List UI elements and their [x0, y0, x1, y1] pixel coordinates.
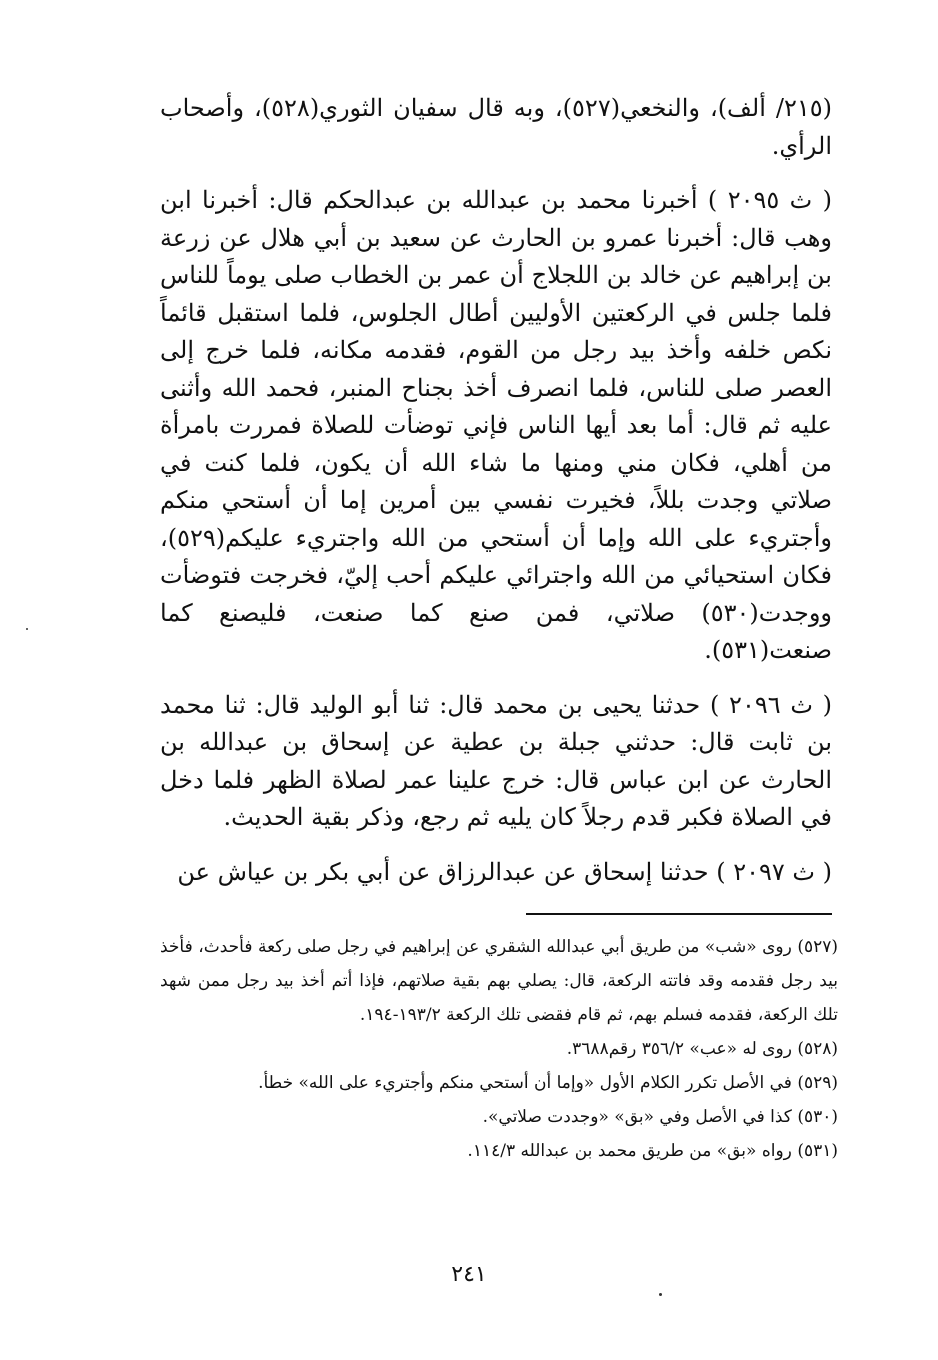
paragraph-intro: (٢١٥/ ألف)، والنخعي(٥٢٧)، وبه قال سفيان الثوري(٥٢٨)، وأصحاب الرأي.: [160, 94, 832, 160]
scan-speck: [659, 1293, 662, 1296]
page-number: ٢٤١: [451, 1262, 487, 1287]
footnote-531: [160, 1134, 838, 1168]
footnote-529: [160, 1066, 838, 1100]
footnote-number: (٥٢٩): [797, 1073, 838, 1093]
footnote-number: (٥٢٨): [797, 1039, 838, 1059]
footnote-528: [160, 1032, 838, 1066]
footnote-text: روى «شب» من طريق أبي عبدالله الشقري عن إبراهيم في رجل صلى ركعة فأحدث، فأخذ بيد رجل فقدمه وقد فاتته الركعة، قال: يصلي بهم بقية صلاتهم، فإذا أتم أخذ بيد رجل ممن شهد تلك الركعة، فقدمه فسلم بهم، ثم قام فقضى تلك الركعة ١٩٣/٢-١٩٤.: [160, 937, 838, 1025]
paragraph-athar-2097: ( ث ٢٠٩٧ ) حدثنا إسحاق عن عبدالرزاق عن أبي بكر بن عياش عن: [177, 857, 832, 886]
scan-speck: [26, 628, 28, 630]
footnotes: [160, 930, 838, 1168]
footnote-text: في الأصل تكرر الكلام الأول «وإما أن أستحي منكم وأجتريء على الله» خطأ.: [258, 1073, 792, 1093]
footnote-number: (٥٣٠): [797, 1107, 838, 1127]
footnote-number: (٥٢٧): [797, 937, 839, 957]
footnote-number: (٥٣١): [797, 1141, 838, 1161]
footnote-text: رواه «بق» من طريق محمد بن عبدالله ١١٤/٣.: [467, 1141, 792, 1161]
footnote-527: [160, 930, 838, 1032]
main-text: [160, 90, 832, 908]
footnote-divider: [526, 913, 832, 915]
paragraph-athar-2096: ( ث ٢٠٩٦ ) حدثنا يحيى بن محمد قال: ثنا أبو الوليد قال: ثنا محمد بن ثابت قال: حدثني جبلة بن عطية عن إسحاق بن عبدالله بن الحارث عن ابن عباس قال: خرج علينا عمر لصلاة الظهر فلما دخل في الصلاة فكبر قدم رجلاً كان يليه ثم رجع، وذكر بقية الحديث.: [160, 690, 833, 831]
footnote-text: روى له «عب» ٣٥٦/٢ رقم٣٦٨٨.: [566, 1039, 792, 1059]
footnote-530: [160, 1100, 838, 1134]
footnote-text: كذا في الأصل وفي «بق» «وجددت صلاتي».: [482, 1107, 792, 1127]
paragraph-athar-2095: ( ث ٢٠٩٥ ) أخبرنا محمد بن عبدالله بن عبدالحكم قال: أخبرنا ابن وهب قال: أخبرنا عمرو بن الحارث عن سعيد بن أبي هلال عن زرعة بن إبراهيم عن خالد بن اللجلاج أن عمر بن الخطاب صلى يوماً للناس فلما جلس في الركعتين الأوليين أطال الجلوس، فلما استقبل قائماً نكص خلفه وأخذ بيد رجل من القوم، فقدمه مكانه، فلما خرج إلى العصر صلى للناس، فلما انصرف أخذ بجناح المنبر، فحمد الله وأثنى عليه ثم قال: أما بعد أيها الناس فإني توضأت للصلاة فمررت بامرأة من أهلي، فكان مني ومنها ما شاء الله أن يكون، فلما كنت في صلاتي وجدت بللاً، فخيرت نفسي بين أمرين إما أن أستحي منكم وأجتريء على الله وإما أن أستحي من الله واجتريء عليكم(٥٢٩)، فكان استحيائي من الله واجترائي عليكم أحب إليّ، فخرجت فتوضأت ووجدت(٥٣٠) صلاتي، فمن صنع كما صنعت، فليصنع كما صنعت(٥٣١).: [160, 186, 832, 664]
